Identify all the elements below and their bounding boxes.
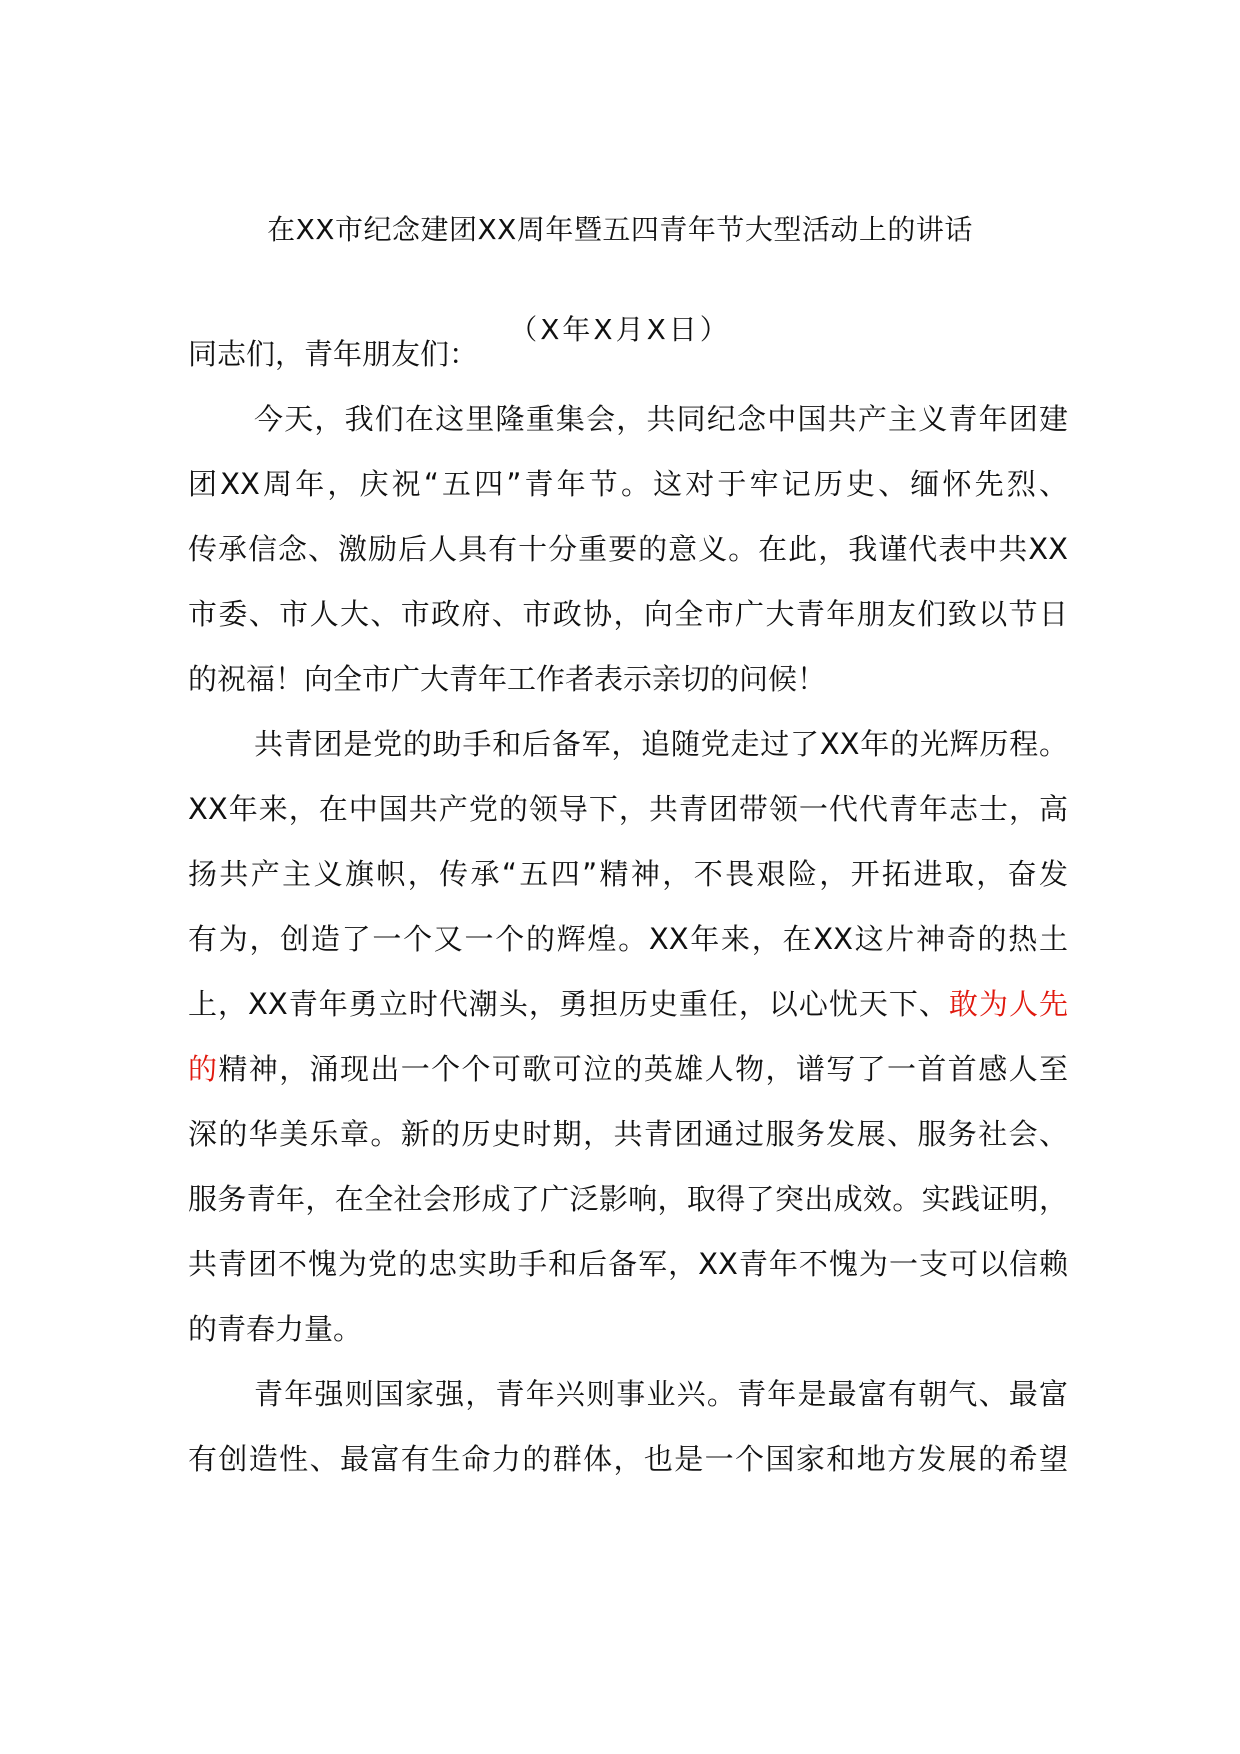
- paragraph-2-line: XX年来，在中国共产党的领导下，共青团带领一代代青年志士，高: [188, 792, 1068, 826]
- line-text: 精神，涌现出一个个可歌可泣的英雄人物，谱写了一首首感人至: [218, 1052, 1068, 1086]
- highlighted-text: 的: [188, 1052, 219, 1086]
- paragraph-2-line: 扬共产主义旗帜，传承“五四”精神，不畏艰险，开拓进取，奋发: [188, 857, 1068, 891]
- paragraph-1-line: 今天，我们在这里隆重集会，共同纪念中国共产主义青年团建: [254, 402, 1068, 436]
- salutation: 同志们，青年朋友们：: [188, 337, 479, 371]
- paragraph-2-line: 服务青年，在全社会形成了广泛影响，取得了突出成效。实践证明，: [188, 1182, 1068, 1216]
- document-body: [188, 322, 1068, 1492]
- paragraph-1-line: 市委、市人大、市政府、市政协，向全市广大青年朋友们致以节日: [188, 597, 1068, 631]
- paragraph-2-line: [188, 972, 1068, 1037]
- paragraph-1: [188, 387, 1068, 712]
- document-title: 在XX市纪念建团XX周年暨五四青年节大型活动上的讲话: [267, 213, 973, 246]
- paragraph-1-line: 团XX周年，庆祝“五四”青年节。这对于牢记历史、缅怀先烈、: [188, 467, 1068, 501]
- document-date: （X年X月X日）: [509, 313, 731, 346]
- paragraph-3-line: 青年强则国家强，青年兴则事业兴。青年是最富有朝气、最富: [254, 1377, 1068, 1411]
- paragraph-2: [188, 712, 1068, 1362]
- paragraph-1-line: 的祝福！向全市广大青年工作者表示亲切的问候！: [188, 662, 827, 696]
- paragraph-2-line: [188, 1037, 1068, 1102]
- highlighted-text: 敢为人先: [948, 987, 1068, 1021]
- paragraph-3: [188, 1362, 1068, 1492]
- paragraph-2-line: 共青团是党的助手和后备军，追随党走过了XX年的光辉历程。: [254, 727, 1068, 761]
- paragraph-2-line: 深的华美乐章。新的历史时期，共青团通过服务发展、服务社会、: [188, 1117, 1068, 1151]
- paragraph-3-line: 有创造性、最富有生命力的群体，也是一个国家和地方发展的希望: [188, 1442, 1068, 1476]
- line-text: 上，XX青年勇立时代潮头，勇担历史重任，以心忧天下、: [188, 987, 949, 1021]
- paragraph-2-line: 共青团不愧为党的忠实助手和后备军，XX青年不愧为一支可以信赖: [188, 1247, 1068, 1281]
- paragraph-1-line: 传承信念、激励后人具有十分重要的意义。在此，我谨代表中共XX: [188, 532, 1068, 566]
- paragraph-2-line: 有为，创造了一个又一个的辉煌。XX年来，在XX这片神奇的热土: [188, 922, 1068, 956]
- paragraph-2-line: 的青春力量。: [188, 1312, 363, 1346]
